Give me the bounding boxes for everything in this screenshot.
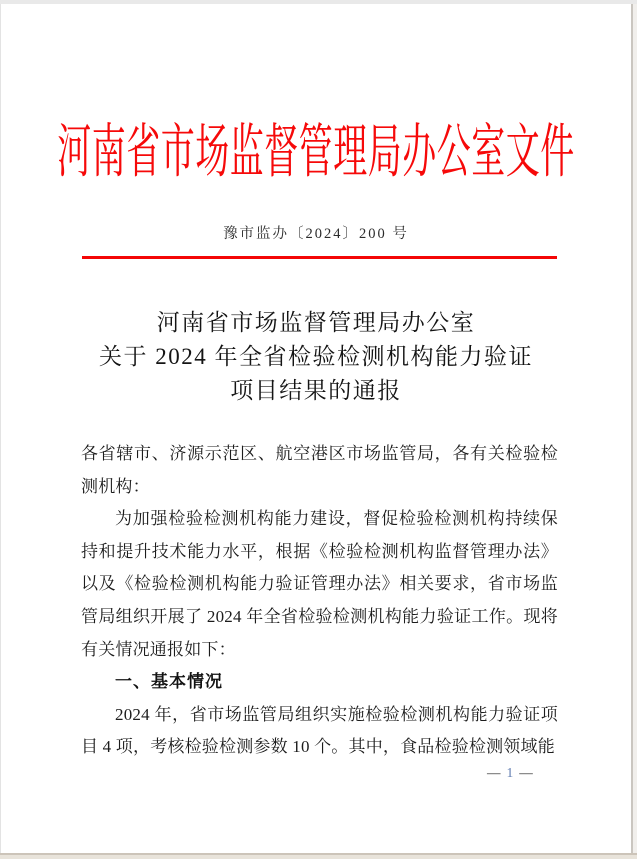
document-title — [0, 306, 632, 408]
paragraph-basic-situation: 2024 年，省市场监管局组织实施检验检测机构能力验证项目 4 项，考核检验检测参数 10 个。其中，食品检验检测领域能 — [81, 704, 558, 757]
salutation: 各省辖市、济源示范区、航空港区市场监管局，各有关检验检测机构： — [81, 444, 558, 496]
document-body — [81, 438, 558, 764]
section-heading: 一、基本情况 — [115, 672, 223, 692]
document-number: 豫市监办〔2024〕200 号 — [223, 226, 409, 242]
document-title-line-2: 关于 2024 年全省检验检测机构能力验证 — [99, 344, 533, 369]
paragraph-intro: 为加强检验检测机构能力建设，督促检验检测机构持续保持和提升技术能力水平，根据《检验检测机构监督管理办法》以及《检验检测机构能力验证管理办法》相关要求，省市场监管局组织开展了 2024 年全省检验检测机构能力验证工作。现将有关情况通报如下： — [81, 509, 558, 659]
page-number — [481, 765, 539, 781]
page-edge-top — [0, 0, 637, 4]
page-edge-right — [631, 4, 633, 854]
document-title-line-1: 河南省市场监督管理局办公室 — [156, 310, 476, 335]
page-edge-left — [0, 4, 1, 853]
red-separator-rule — [82, 256, 557, 259]
document-title-line-3: 项目结果的通报 — [230, 378, 402, 403]
page-number-value: 1 — [506, 765, 514, 780]
page-number-dash-left: — — [487, 765, 501, 780]
letterhead-banner — [0, 121, 632, 197]
page-edge-bottom-fill — [0, 855, 637, 859]
page-number-dash-right: — — [519, 765, 533, 780]
letterhead-banner-text: 河南省市场监督管理局办公室文件 — [57, 121, 575, 186]
page-edge-right-fill — [633, 4, 637, 859]
